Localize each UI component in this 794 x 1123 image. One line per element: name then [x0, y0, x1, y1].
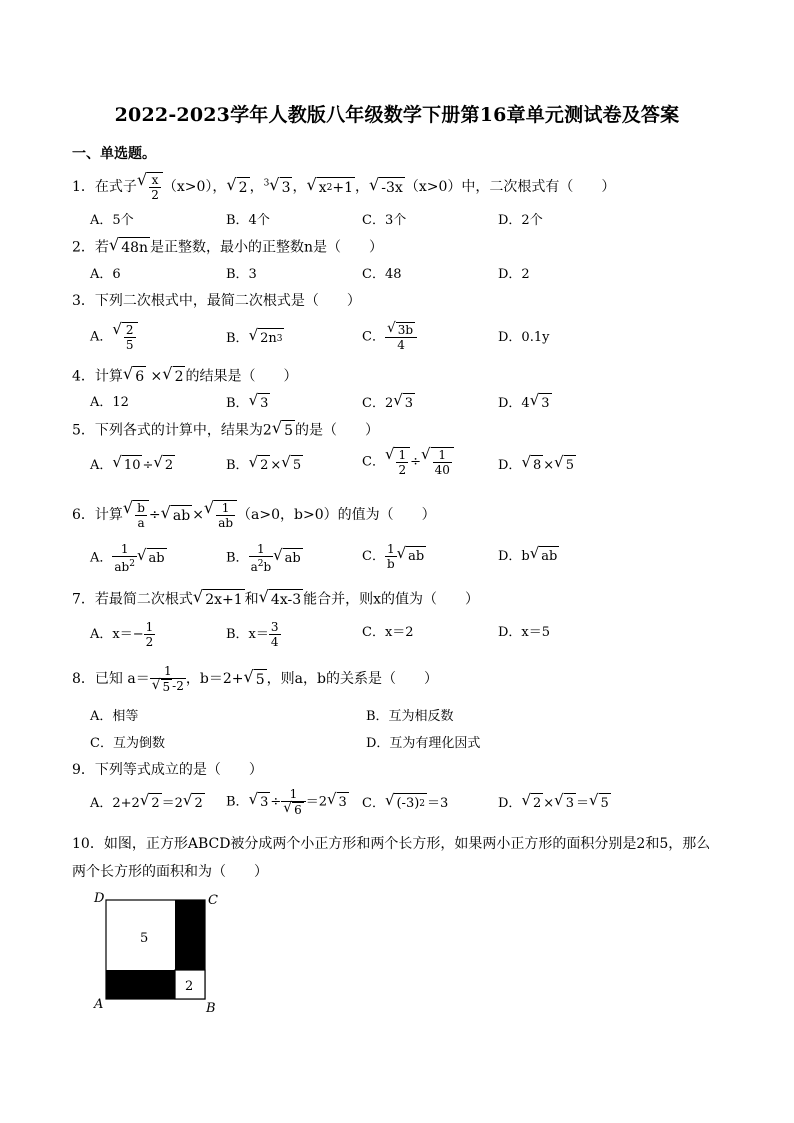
option-a[interactable]: A． √ $\frac{2}{5}$: [90, 322, 138, 352]
vertex-label-c: C: [208, 893, 218, 908]
question-7: 7．若最简二次根式 √ 2x+1 和 √ 4x-3 能合并，则x的值为（ ）: [72, 587, 480, 608]
option-d[interactable]: D．b √ ab: [498, 546, 559, 567]
option-a[interactable]: A．2+2 √ 2 ＝2 √ 2: [90, 793, 205, 814]
option-b[interactable]: B． $\frac{1}{a^2b}$ √ ab: [226, 542, 301, 574]
option-d[interactable]: D．2个: [498, 213, 543, 228]
option-b[interactable]: B． √ 3 ÷ 1 √ 6 ＝2 √ 3: [226, 787, 347, 817]
option-d[interactable]: D．互为有理化因式: [366, 736, 481, 751]
section-heading: 一、单选题。: [72, 146, 156, 162]
option-c[interactable]: C．48: [362, 267, 402, 282]
option-a[interactable]: A．6: [90, 267, 121, 282]
option-d[interactable]: D．x＝5: [498, 625, 551, 640]
question-1: 1．在式子 √ $\frac{x}{2}$ （x>0）， √ 2 ，$^3$ √ 3 ， √ x 2 +1 ， √ -3x （x>0）中，二次根式有（ ）: [72, 170, 616, 202]
question-9: 9．下列等式成立的是（ ）: [72, 762, 263, 778]
option-b[interactable]: B． √ 2 × √ 5: [226, 455, 303, 476]
option-a[interactable]: A．12: [90, 395, 129, 410]
option-b[interactable]: B．互为相反数: [366, 709, 454, 724]
square-abcd-figure: [92, 890, 232, 1015]
option-b[interactable]: B．3: [226, 267, 257, 282]
option-c[interactable]: C．互为倒数: [90, 736, 165, 751]
option-d[interactable]: D． √ 8 × √ 5: [498, 455, 576, 476]
option-a[interactable]: A． √ 10 ÷ √ 2: [90, 455, 175, 476]
option-c[interactable]: C．x＝2: [362, 625, 414, 640]
option-b[interactable]: B．4个: [226, 213, 270, 228]
rectangle-right: [175, 900, 205, 970]
vertex-label-a: A: [94, 997, 104, 1012]
option-a[interactable]: A．相等: [90, 709, 139, 724]
option-d[interactable]: D．4 √ 3: [498, 393, 552, 414]
area-label-big: 5: [140, 931, 149, 946]
question-10: 10．如图，正方形ABCD被分成两个小正方形和两个长方形，如果两小正方形的面积分别是2和5，那么两个长方形的面积和为（ ）: [72, 836, 711, 880]
question-6: 6．计算 √ $\frac{b}{a}$ ÷ √ ab × √ $\frac{1}{ab}$ （a>0，b>0）的值为（ ）: [72, 498, 436, 530]
question-3: 3．下列二次根式中，最简二次根式是（ ）: [72, 293, 361, 309]
page-title: 2022-2023学年人教版八年级数学下册第16章单元测试卷及答案: [114, 104, 680, 126]
option-a[interactable]: A．x＝− $\frac{1}{2}$: [90, 620, 154, 649]
vertex-label-d: D: [94, 891, 105, 906]
option-c[interactable]: C．2 √ 3: [362, 393, 415, 414]
question-2: 2．若 √ 48n 是正整数，最小的正整数n是（ ）: [72, 235, 384, 256]
option-b[interactable]: B． √ 2n 3: [226, 328, 284, 349]
option-c[interactable]: C． √ (-3) 2 ＝3: [362, 793, 448, 814]
option-c[interactable]: C．3个: [362, 213, 407, 228]
question-8: 8．已知 a＝ 1 √ 5 -2 ，b＝2+ √ 5 ，则a，b的关系是（ ）: [72, 664, 438, 694]
option-a[interactable]: A．5个: [90, 213, 134, 228]
radical: √ $\frac{x}{2}$: [137, 172, 163, 202]
area-label-small: 2: [185, 979, 194, 994]
option-b[interactable]: B． √ 3: [226, 393, 270, 414]
option-d[interactable]: D． √ 2 × √ 3 ＝ √ 5: [498, 793, 611, 814]
vertex-label-b: B: [206, 1001, 216, 1015]
option-d[interactable]: D．0.1y: [498, 330, 550, 345]
option-d[interactable]: D．2: [498, 267, 530, 282]
option-c[interactable]: C． √ $\frac{1}{2}$ ÷ √ $\frac{1}{40}$: [362, 447, 454, 477]
option-a[interactable]: A． $\frac{1}{ab^2}$ √ ab: [90, 542, 165, 574]
rectangle-bottom: [106, 970, 175, 999]
option-c[interactable]: C． $\frac{1}{b}$ √ ab: [362, 542, 425, 571]
question-5: 5．下列各式的计算中，结果为2 √ 5 的是（ ）: [72, 418, 380, 439]
option-b[interactable]: B．x＝ $\frac{3}{4}$: [226, 620, 279, 649]
option-c[interactable]: C． √ 3b 4: [362, 322, 417, 352]
question-4: 4．计算 √ 6 × √ 2 的结果是（ ）: [72, 364, 298, 385]
